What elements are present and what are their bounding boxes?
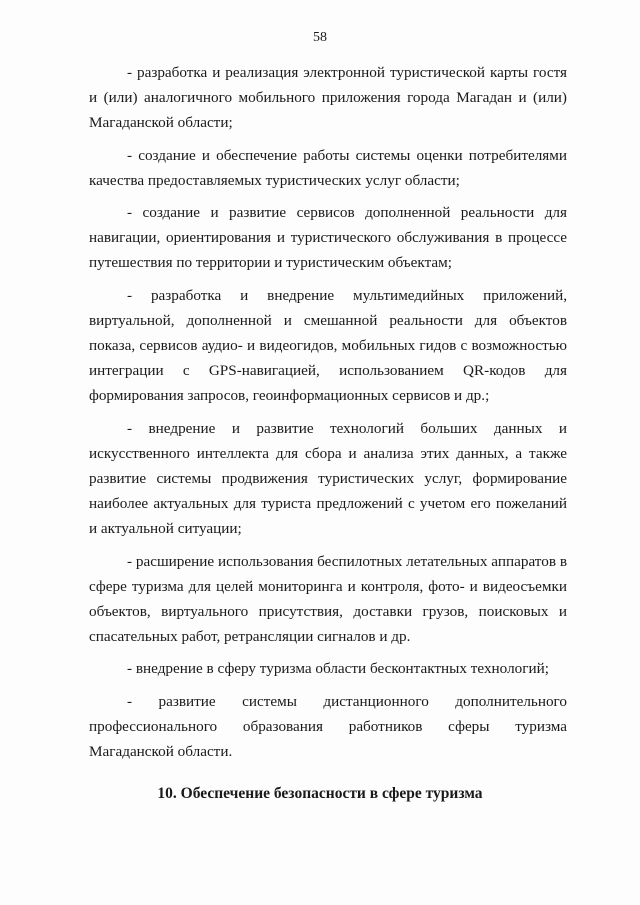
section-heading: 10. Обеспечение безопасности в сфере туризма: [157, 785, 483, 802]
paragraph-quality-assessment-system: - создание и обеспечение работы системы оценки потребителями качества предоставляемых туристических услуг области;: [89, 146, 567, 189]
paragraph-contactless-technologies: - внедрение в сферу туризма области бесконтактных технологий;: [127, 660, 549, 678]
document-body: [89, 60, 567, 771]
paragraph-multimedia-applications: - разработка и внедрение мультимедийных приложений, виртуальной, дополненной и смешанной реальности для объектов показа, сервисов аудио- и видеогидов, мобильных гидов с возможностью интеграции с GPS-навигацией, использованием QR-кодов для формирования запросов, геоинформационных сервисов и др.;: [89, 286, 567, 405]
paragraph-big-data-ai: - внедрение и развитие технологий больших данных и искусственного интеллекта для сбора и анализа этих данных, а также развитие системы продвижения туристических услуг, формирование наиболее актуальных для туриста предложений с учетом его пожеланий и актуальной ситуации;: [89, 419, 567, 538]
paragraph-electronic-tourist-map: - разработка и реализация электронной туристической карты гостя и (или) аналогичного мобильного приложения города Магадан и (или) Магаданской области;: [89, 64, 567, 132]
paragraph-drones-usage: - расширение использования беспилотных летательных аппаратов в сфере туризма для целей мониторинга и контроля, фото- и видеосъемки объектов, виртуального присутствия, доставки грузов, поисковых и спасательных работ, ретрансляции сигналов и др.: [89, 552, 567, 646]
paragraph-augmented-reality-services: - создание и развитие сервисов дополненной реальности для навигации, ориентирования и туристического обслуживания в процессе путешествия по территории и туристическим объектам;: [89, 204, 567, 272]
paragraph-distance-education: - развитие системы дистанционного дополнительного профессионального образования работников сферы туризма Магаданской области.: [89, 692, 567, 761]
page-number: 58: [313, 30, 327, 45]
